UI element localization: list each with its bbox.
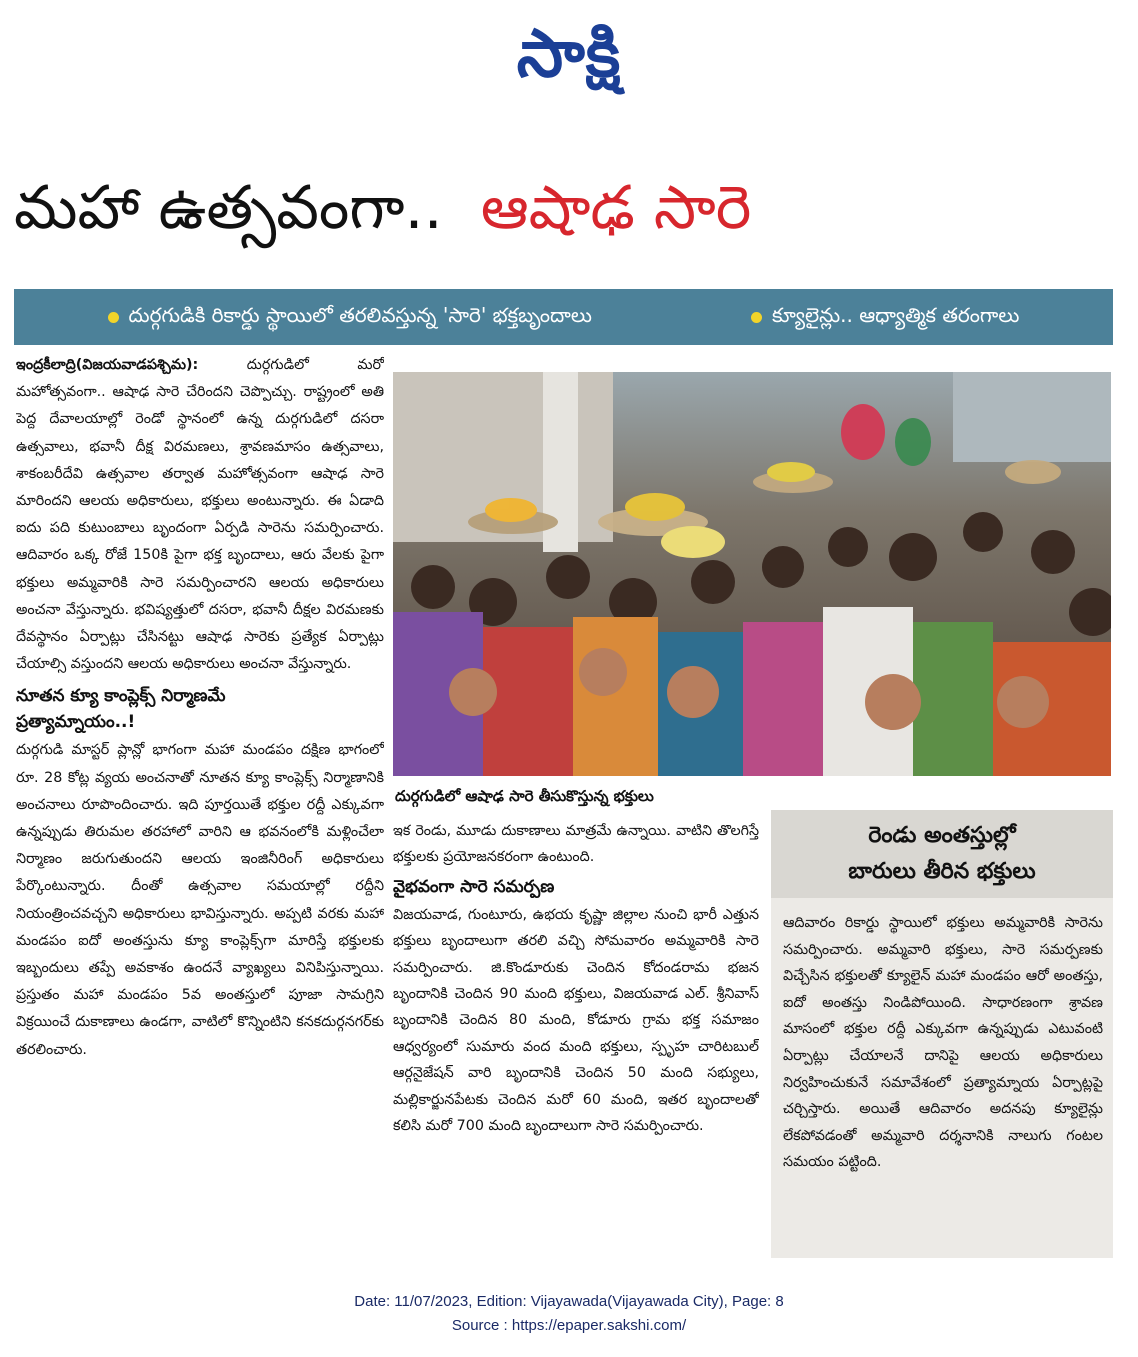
headline <box>14 160 1124 256</box>
footer-date-line: Date: 11/07/2023, Edition: Vijayawada(Vijayawada City), Page: 8 <box>354 1293 784 1310</box>
highlight-item <box>751 303 1019 332</box>
bullet-icon <box>108 312 119 323</box>
article-paragraph: ఇక రెండు, మూడు దుకాణాలు మాత్రమే ఉన్నాయి. వాటిని తొలగిస్తే భక్తులకు ప్రయోజనకరంగా ఉంటుంది. <box>393 823 759 866</box>
highlight-text: క్యూలైన్లు.. ఆధ్యాత్మిక తరంగాలు <box>772 302 1020 327</box>
article-column-2 <box>393 818 759 1258</box>
bullet-icon <box>751 312 762 323</box>
photo-caption: దుర్గగుడిలో ఆషాఢ సారె తీసుకొస్తున్న భక్తులు <box>395 787 654 805</box>
box-paragraph: ఆదివారం రికార్డు స్థాయిలో భక్తులు అమ్మవారికి సారెను సమర్పించారు. అమ్మవారి భక్తులు, సారె సమర్పణకు విచ్చేసిన భక్తులతో క్యూలైన్ మహా మండపం ఆరో అంతస్తు, ఐదో అంతస్తు నిండిపోయింది. సాధారణంగా శ్రావణ మాసంలో భక్తుల రద్దీ ఎక్కువగా ఉన్నప్పుడు ఎటువంటి ఏర్పాట్లు చేయాలనే దానిపై ఆలయ అధికారులు నిర్వహించుకునే సమావేశంలో ప్రత్యామ్నాయ ఏర్పాట్లపై చర్చిస్తారు. అయితే ఆదివారం అదనపు క్యూలైన్లు లేకపోవడంతో అమ్మవారి దర్శనానికి నాలుగు గంటల సమయం పట్టింది. <box>783 915 1103 1171</box>
news-photo <box>393 372 1111 776</box>
paragraph-text: దుర్గగుడిలో మరో మహోత్సవంగా.. ఆషాఢ సారె చేరిందని చెప్పొచ్చు. రాష్ట్రంలో అతి పెద్ద దేవాలయాల్లో రెండో స్థానంలో ఉన్న దుర్గగుడిలో దసరా ఉత్సవాలు, భవానీ దీక్ష విరమణలు, శ్రావణమాసం ఉత్సవాలు, శాకంబరీదేవి ఉత్సవాల తర్వాత మహోత్సవంగా ఆషాఢ సారె మారిందని ఆలయ అధికారులు, భక్తులు అంటున్నారు. ఈ ఏడాది ఐదు పది కుటుంబాలు బృందంగా ఏర్పడి సారెను సమర్పించారు. ఆదివారం ఒక్క రోజే 150కి పైగా భక్త బృందాలు, ఆరు వేలకు పైగా భక్తులు అమ్మవారికి సారె సమర్పించారని ఆలయ అధికారులు అంచనా వేస్తున్నారు. భవిష్యత్తులో దసరా, భవానీ దీక్షల విరమణకు దేవస్థానం ఏర్పాట్లు చేసినట్టు ఆషాఢ సారెకు ప్రత్యేక ఏర్పాట్లు చేయాల్సి వస్తుందని ఆలయ అధికారులు అంచనా వేస్తున్నారు. <box>16 357 384 673</box>
box-title-line: రెండు అంతస్తుల్లో <box>868 823 1016 848</box>
headline-part-black: మహా ఉత్సవంగా.. <box>14 173 443 243</box>
dateline: ఇంద్రకీలాద్రి(విజయవాడపశ్చిమ): <box>16 357 199 373</box>
subheading-line: ప్రత్యామ్నాయం..! <box>16 712 136 733</box>
sakshi-logo: సాక్షి <box>516 15 622 92</box>
footer-source-line: Source : https://epaper.sakshi.com/ <box>451 1317 687 1334</box>
masthead <box>0 8 1138 108</box>
subheading: వైభవంగా సారె సమర్పణ <box>393 876 555 897</box>
highlight-item <box>108 303 592 332</box>
article-column-1 <box>16 352 384 1257</box>
box-title-line: బారులు తీరిన భక్తులు <box>848 859 1036 884</box>
sidebar-box-title <box>771 810 1113 898</box>
sidebar-box-body <box>771 898 1113 1258</box>
headline-part-red: ఆషాఢ సారె <box>480 173 752 243</box>
subheading-line: నూతన క్యూ కాంప్లెక్స్ నిర్మాణమే <box>16 686 226 707</box>
highlight-text: దుర్గగుడికి రికార్డు స్థాయిలో తరలివస్తున్న 'సారె' భక్తబృందాలు <box>128 302 592 327</box>
article-paragraph: విజయవాడ, గుంటూరు, ఉభయ కృష్ణా జిల్లాల నుంచి భారీ ఎత్తున భక్తులు బృందాలుగా తరలి వచ్చి సోమవారం అమ్మవారికి సారె సమర్పించారు. జి.కొండూరుకు చెందిన కోదండరామ భజన బృందానికి చెందిన 90 మంది భక్తులు, విజయవాడ ఎల్. శ్రీనివాస్ బృందానికి చెందిన 80 మంది, కోడూరు గ్రామ భక్త సమాజం ఆధ్వర్యంలో సుమారు వంద మంది భక్తులు, స్పృహ చారిటబుల్ ఆర్గనైజేషన్ వారి బృందానికి చెందిన 50 మంది సభ్యులు, మల్లికార్జునపేటకు చెందిన మరో 60 మంది, ఇతర బృందాలతో కలిసి మరో 700 మంది బృందాలుగా సారె సమర్పించారు. <box>393 906 759 1135</box>
devotees-crowd-photo <box>393 372 1111 776</box>
highlights-band <box>14 289 1113 345</box>
footer <box>0 1290 1138 1338</box>
subheading <box>16 683 384 735</box>
article-paragraph <box>16 352 384 678</box>
article-paragraph: దుర్గగుడి మాస్టర్ ప్లాన్లో భాగంగా మహా మండపం దక్షిణ భాగంలో రూ. 28 కోట్ల వ్యయ అంచనాతో నూతన క్యూ కాంప్లెక్స్ నిర్మాణానికి అంచనాలు రూపొందించారు. ఇది పూర్తయితే భక్తుల రద్దీ ఎక్కువగా ఉన్నప్పుడు తిరుమల తరహాలో వారిని ఆ భవనంలోకి మళ్లించేలా నిర్మాణం జరుగుతుందని ఆలయ ఇంజినీరింగ్ అధికారులు పేర్కొంటున్నారు. దీంతో ఉత్సవాల సమయాల్లో రద్దీని నియంత్రించవచ్చని అధికారులు భావిస్తున్నారు. అప్పటి వరకు మహా మండపం ఐదో అంతస్తును క్యూ కాంప్లెక్స్‌గా మారిస్తే భక్తులకు ఇబ్బందులు తప్పే అవకాశం ఉందనే వ్యాఖ్యలు వినిపిస్తున్నాయి. ప్రస్తుతం మహా మండపం 5వ అంతస్తులో పూజా సామగ్రిని విక్రయించే దుకాణాలు ఉండగా, వాటిలో కొన్నింటిని కనకదుర్గనగర్‌కు తరలించారు. <box>16 742 384 1058</box>
